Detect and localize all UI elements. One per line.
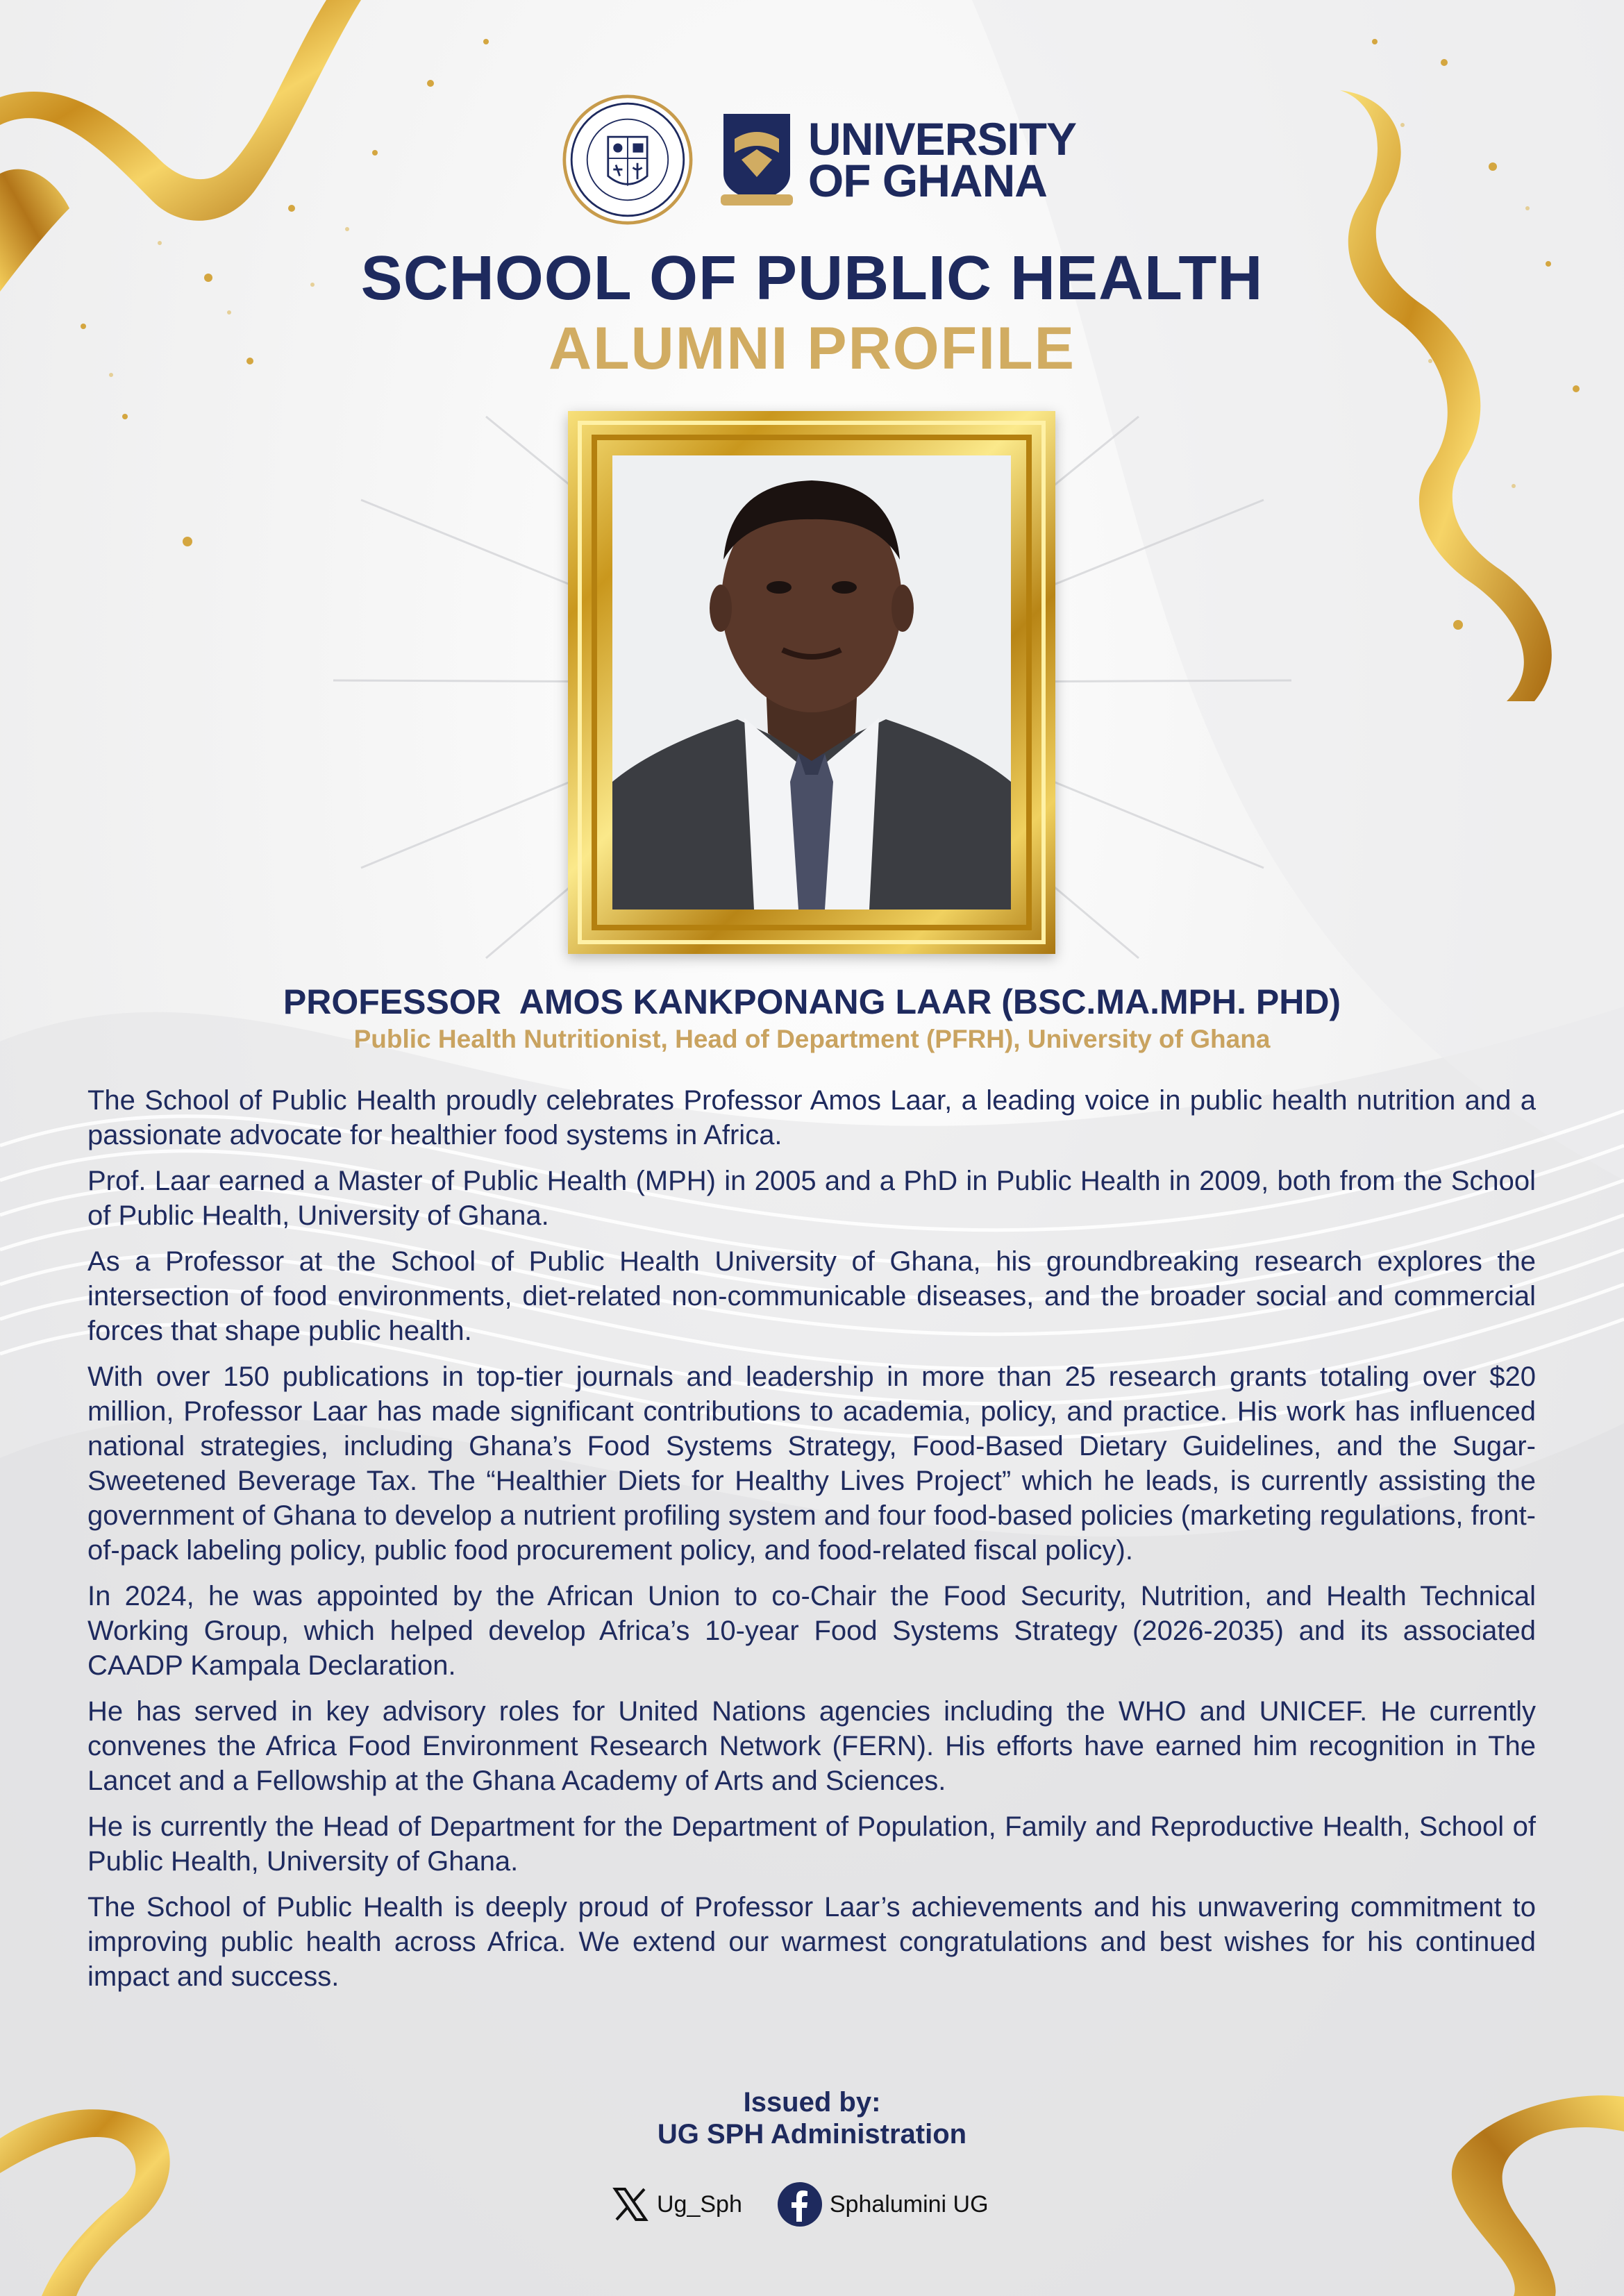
profile-paragraph: As a Professor at the School of Public Health University of Ghana, his groundbreaking research explores the intersection of food environments, diet-related non-communicable diseases, and the broader social and commercial forces that shape public health. bbox=[87, 1246, 1536, 1346]
alumnus-role: Public Health Nutritionist, Head of Department (PFRH), University of Ghana bbox=[353, 1025, 1271, 1053]
profile-paragraph: The School of Public Health proudly celebrates Professor Amos Laar, a leading voice in public health nutrition and a passionate advocate for healthier food systems in Africa. bbox=[87, 1085, 1536, 1150]
portrait-frame bbox=[568, 411, 1055, 954]
profile-body bbox=[87, 1083, 1536, 2005]
profile-paragraph: He has served in key advisory roles for United Nations agencies including the WHO and UNICEF. He currently convenes the Africa Food Environment Research Network (FERN). His efforts have earned him recognition in The Lancet and a Fellowship at the Ghana Academy of Arts and Sciences. bbox=[87, 1696, 1536, 1796]
x-logo-icon bbox=[611, 2185, 650, 2224]
profile-paragraph: He is currently the Head of Department for the Department of Population, Family and Reproductive Health, School of Public Health, University of Ghana. bbox=[87, 1811, 1536, 1877]
profile-paragraph: The School of Public Health is deeply proud of Professor Laar’s achievements and his unwavering commitment to improving public health across Africa. We extend our warmest congratulations and best wishes for his continued impact and success. bbox=[87, 1892, 1536, 1992]
school-of-public-health-seal-icon bbox=[562, 92, 693, 228]
issued-by-label: Issued by: bbox=[743, 2087, 881, 2118]
alumnus-name: PROFESSOR AMOS KANKPONANG LAAR (BSC.MA.MPH. PHD) bbox=[283, 982, 1341, 1021]
x-handle: Ug_Sph bbox=[657, 2190, 742, 2218]
facebook-handle: Sphalumini UG bbox=[829, 2190, 989, 2218]
social-handles bbox=[611, 2180, 989, 2229]
issued-by-name: UG SPH Administration bbox=[657, 2119, 967, 2150]
facebook-icon bbox=[777, 2181, 823, 2227]
profile-paragraph: In 2024, he was appointed by the African Union to co-Chair the Food Security, Nutrition, and Health Technical Working Group, which helped develop Africa’s 10-year Food Systems Strategy (2026-2035) and its associated CAADP Kampala Declaration. bbox=[87, 1581, 1536, 1681]
university-shield-icon bbox=[721, 111, 793, 208]
issued-by-block bbox=[0, 2086, 1624, 2150]
facebook-handle-link[interactable] bbox=[777, 2181, 989, 2227]
x-handle-link[interactable] bbox=[611, 2185, 742, 2224]
university-name-line-1: UNIVERSITY bbox=[807, 113, 1076, 165]
university-of-ghana-logo bbox=[721, 111, 1076, 208]
page-subtitle: ALUMNI PROFILE bbox=[549, 315, 1075, 382]
header-logos bbox=[562, 90, 1076, 229]
profile-photo bbox=[612, 455, 1011, 910]
university-name-line-2: OF GHANA bbox=[807, 155, 1047, 206]
profile-paragraph: With over 150 publications in top-tier journals and leadership in more than 25 research grants totaling over $20 million, Professor Laar has made significant contributions to academia, policy, and practice. His work has influenced national strategies, including Ghana’s Food Systems Strategy, Food-Based Dietary Guidelines, and the Sugar-Sweetened Beverage Tax. The “Healthier Diets for Healthy Lives Project” which he leads, is currently assisting the government of Ghana to develop a nutrient profiling system and four food-based policies (marketing regulations, front-of-pack labeling policy, public food procurement policy, and food-related fiscal policy). bbox=[87, 1361, 1536, 1566]
page-title: SCHOOL OF PUBLIC HEALTH bbox=[360, 244, 1264, 313]
profile-paragraph: Prof. Laar earned a Master of Public Health (MPH) in 2005 and a PhD in Public Health in 2009, both from the School of Public Health, University of Ghana. bbox=[87, 1166, 1536, 1231]
